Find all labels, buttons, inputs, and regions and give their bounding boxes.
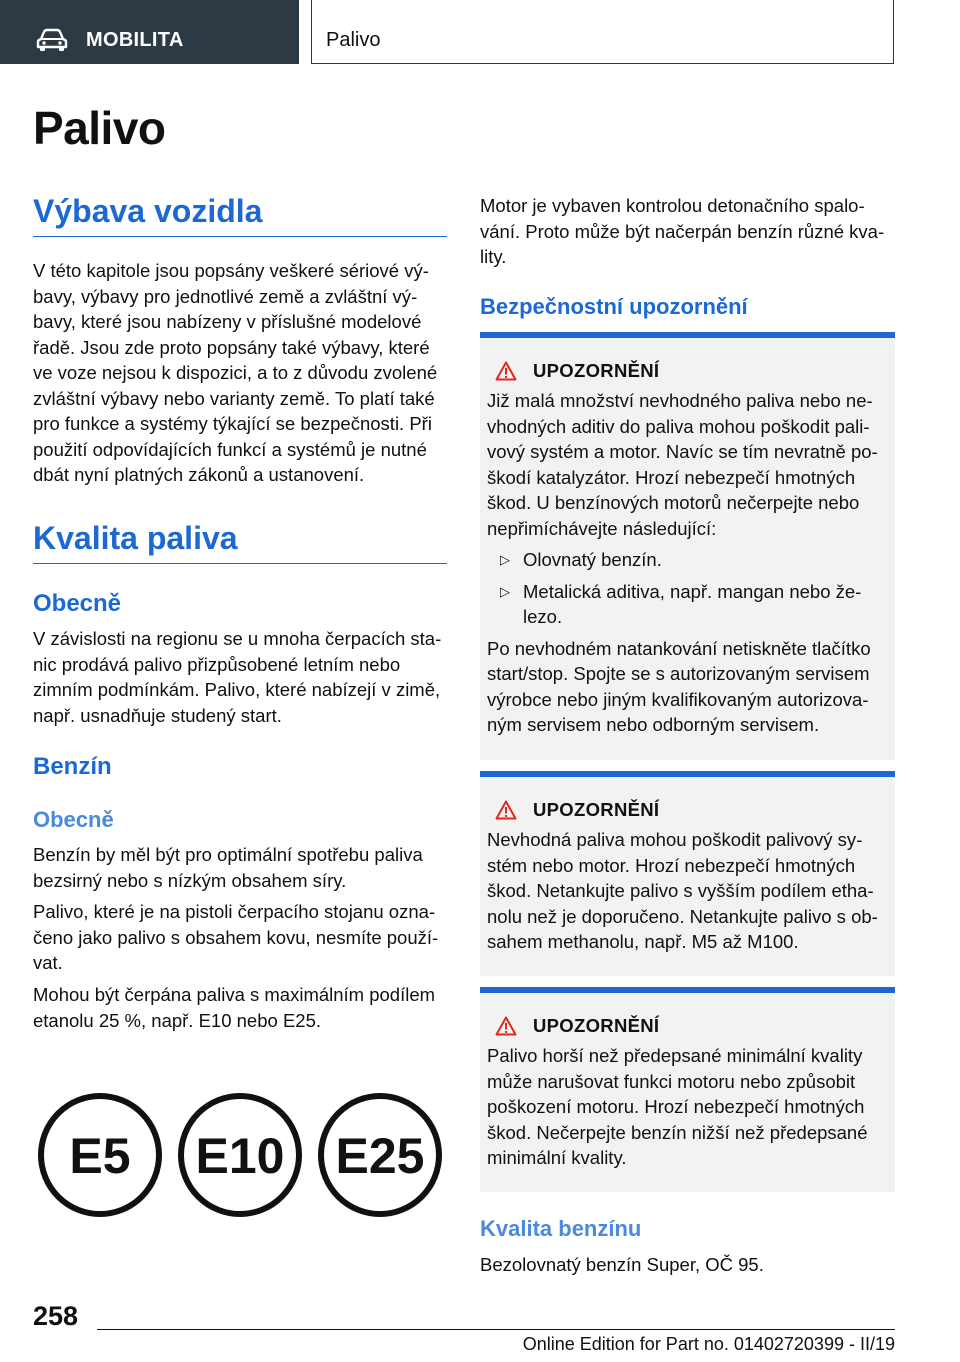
bullet-triangle-icon: ▷: [500, 583, 510, 599]
section-tab: [0, 0, 299, 64]
warning-box-1: [480, 332, 895, 760]
warning-title: UPOZORNĚNÍ: [533, 1015, 660, 1036]
list-item: [487, 579, 887, 630]
warning-text: Nevhodná paliva mohou poškodit palivový systém nebo motor. Hrozí nebezpečí hmotných škod. Netankujte palivo s vyšším podílem ethanolu než je doporučeno. Netankujte palivo s obsahem methanolu, např. M5 až M100.: [487, 829, 878, 952]
page-number: 258: [33, 1301, 79, 1331]
footer-divider: [97, 1329, 895, 1330]
heading-vybava-vozidla: Výbava vozidla: [33, 193, 447, 237]
warning-text-2: Po nevhodném natankování netiskněte tlačítko start/stop. Spojte se s autorizovaným servisem výrobce nebo jiným kvalifikovaným autorizovaným servisem nebo odborným servisem.: [487, 637, 871, 735]
page-title: Palivo: [33, 102, 166, 154]
fuel-sign-e5: [41, 1096, 159, 1214]
fuel-sign-e25-label: E25: [335, 1128, 425, 1184]
bullet-triangle-icon: ▷: [500, 552, 510, 567]
list-item-text: Metalická aditiva, např. mangan nebo železo.: [523, 580, 862, 627]
heading-bezpecnostni-upozorneni: Bezpečnostní upozornění: [480, 294, 748, 319]
paragraph-benzin-3: Mohou být čerpána paliva s maximálním podílem etanolu 25 %, např. E10 nebo E25.: [33, 984, 436, 1031]
heading-kvalita-benzinu: Kvalita benzínu: [480, 1216, 642, 1241]
chapter-tab: [311, 0, 894, 64]
car-icon: [36, 28, 68, 52]
chapter-label: Palivo: [326, 29, 381, 51]
warning-box-3: [480, 987, 895, 1192]
heading-benzin: Benzín: [33, 753, 112, 780]
paragraph-vybava: V této kapitole jsou popsány veškeré sériové výbavy, výbavy pro jednotlivé země a zvláštní výbavy, které jsou nabízeny v příslušné modelové řadě. Jsou zde proto popsány také výbavy, které ve voze nejsou k dispozici, a to z důvodu zvolené zvláštní výbavy nebo varianty země. To platí také pro funkce a systémy týkající se bezpečnosti. Při použití odpovídajících funkcí a systémů je nutné dbát nyní platných zákonů a ustanovení.: [33, 260, 438, 485]
warning-box-2: [480, 771, 895, 976]
paragraph-kvalita-benzinu: Bezolovnatý benzín Super, OČ 95.: [480, 1254, 764, 1275]
fuel-sign-e10: [181, 1096, 299, 1214]
paragraph-benzin-1: Benzín by měl být pro optimální spotřebu paliva bezsirný nebo s nízkým obsahem síry.: [33, 844, 423, 891]
warning-triangle-icon: [495, 1016, 517, 1036]
warning-title: UPOZORNĚNÍ: [533, 360, 660, 381]
list-item: [487, 547, 887, 573]
fuel-sign-e10-label: E10: [195, 1128, 285, 1184]
warning-text: Palivo horší než předepsané minimální kvality může narušovat funkci motoru nebo způsobit poškození motoru. Hrozí nebezpečí hmotných škod. Nečerpejte benzín nižší než předepsané minimální kvality.: [487, 1045, 868, 1168]
fuel-signs: [37, 1092, 443, 1218]
warning-title: UPOZORNĚNÍ: [533, 799, 660, 820]
heading-obecne: Obecně: [33, 590, 122, 617]
list-item-text: Olovnatý benzín.: [523, 549, 662, 570]
section-label: MOBILITA: [86, 29, 184, 51]
paragraph-motor: Motor je vybaven kontrolou detonačního spalování. Proto může být načerpán benzín různé kvality.: [480, 195, 885, 267]
footer-edition: Online Edition for Part no. 01402720399 - II/19: [522, 1334, 895, 1354]
warning-text: Již malá množství nevhodného paliva nebo nevhodných aditiv do paliva mohou poškodit palivový systém a motor. Navíc se tím nevratně poškodí katalyzátor. Hrozí nebezpečí hmotných škod. U benzínových motorů nečerpejte nebo nepřimíchávejte následující:: [487, 390, 878, 539]
heading-obecne-benzin: Obecně: [33, 807, 114, 832]
paragraph-obecne: V závislosti na regionu se u mnoha čerpacích stanic prodává palivo přizpůsobené letním nebo zimním podmínkám. Palivo, které nabízejí v zimě, např. usnadňuje studený start.: [33, 628, 442, 726]
heading-kvalita-paliva: Kvalita paliva: [33, 520, 447, 564]
fuel-sign-e25: [321, 1096, 439, 1214]
warning-triangle-icon: [495, 800, 517, 820]
paragraph-benzin-2: Palivo, které je na pistoli čerpacího stojanu označeno jako palivo s obsahem kovu, nesmíte používat.: [33, 901, 439, 973]
fuel-sign-e5-label: E5: [69, 1128, 131, 1184]
warning-triangle-icon: [495, 361, 517, 381]
